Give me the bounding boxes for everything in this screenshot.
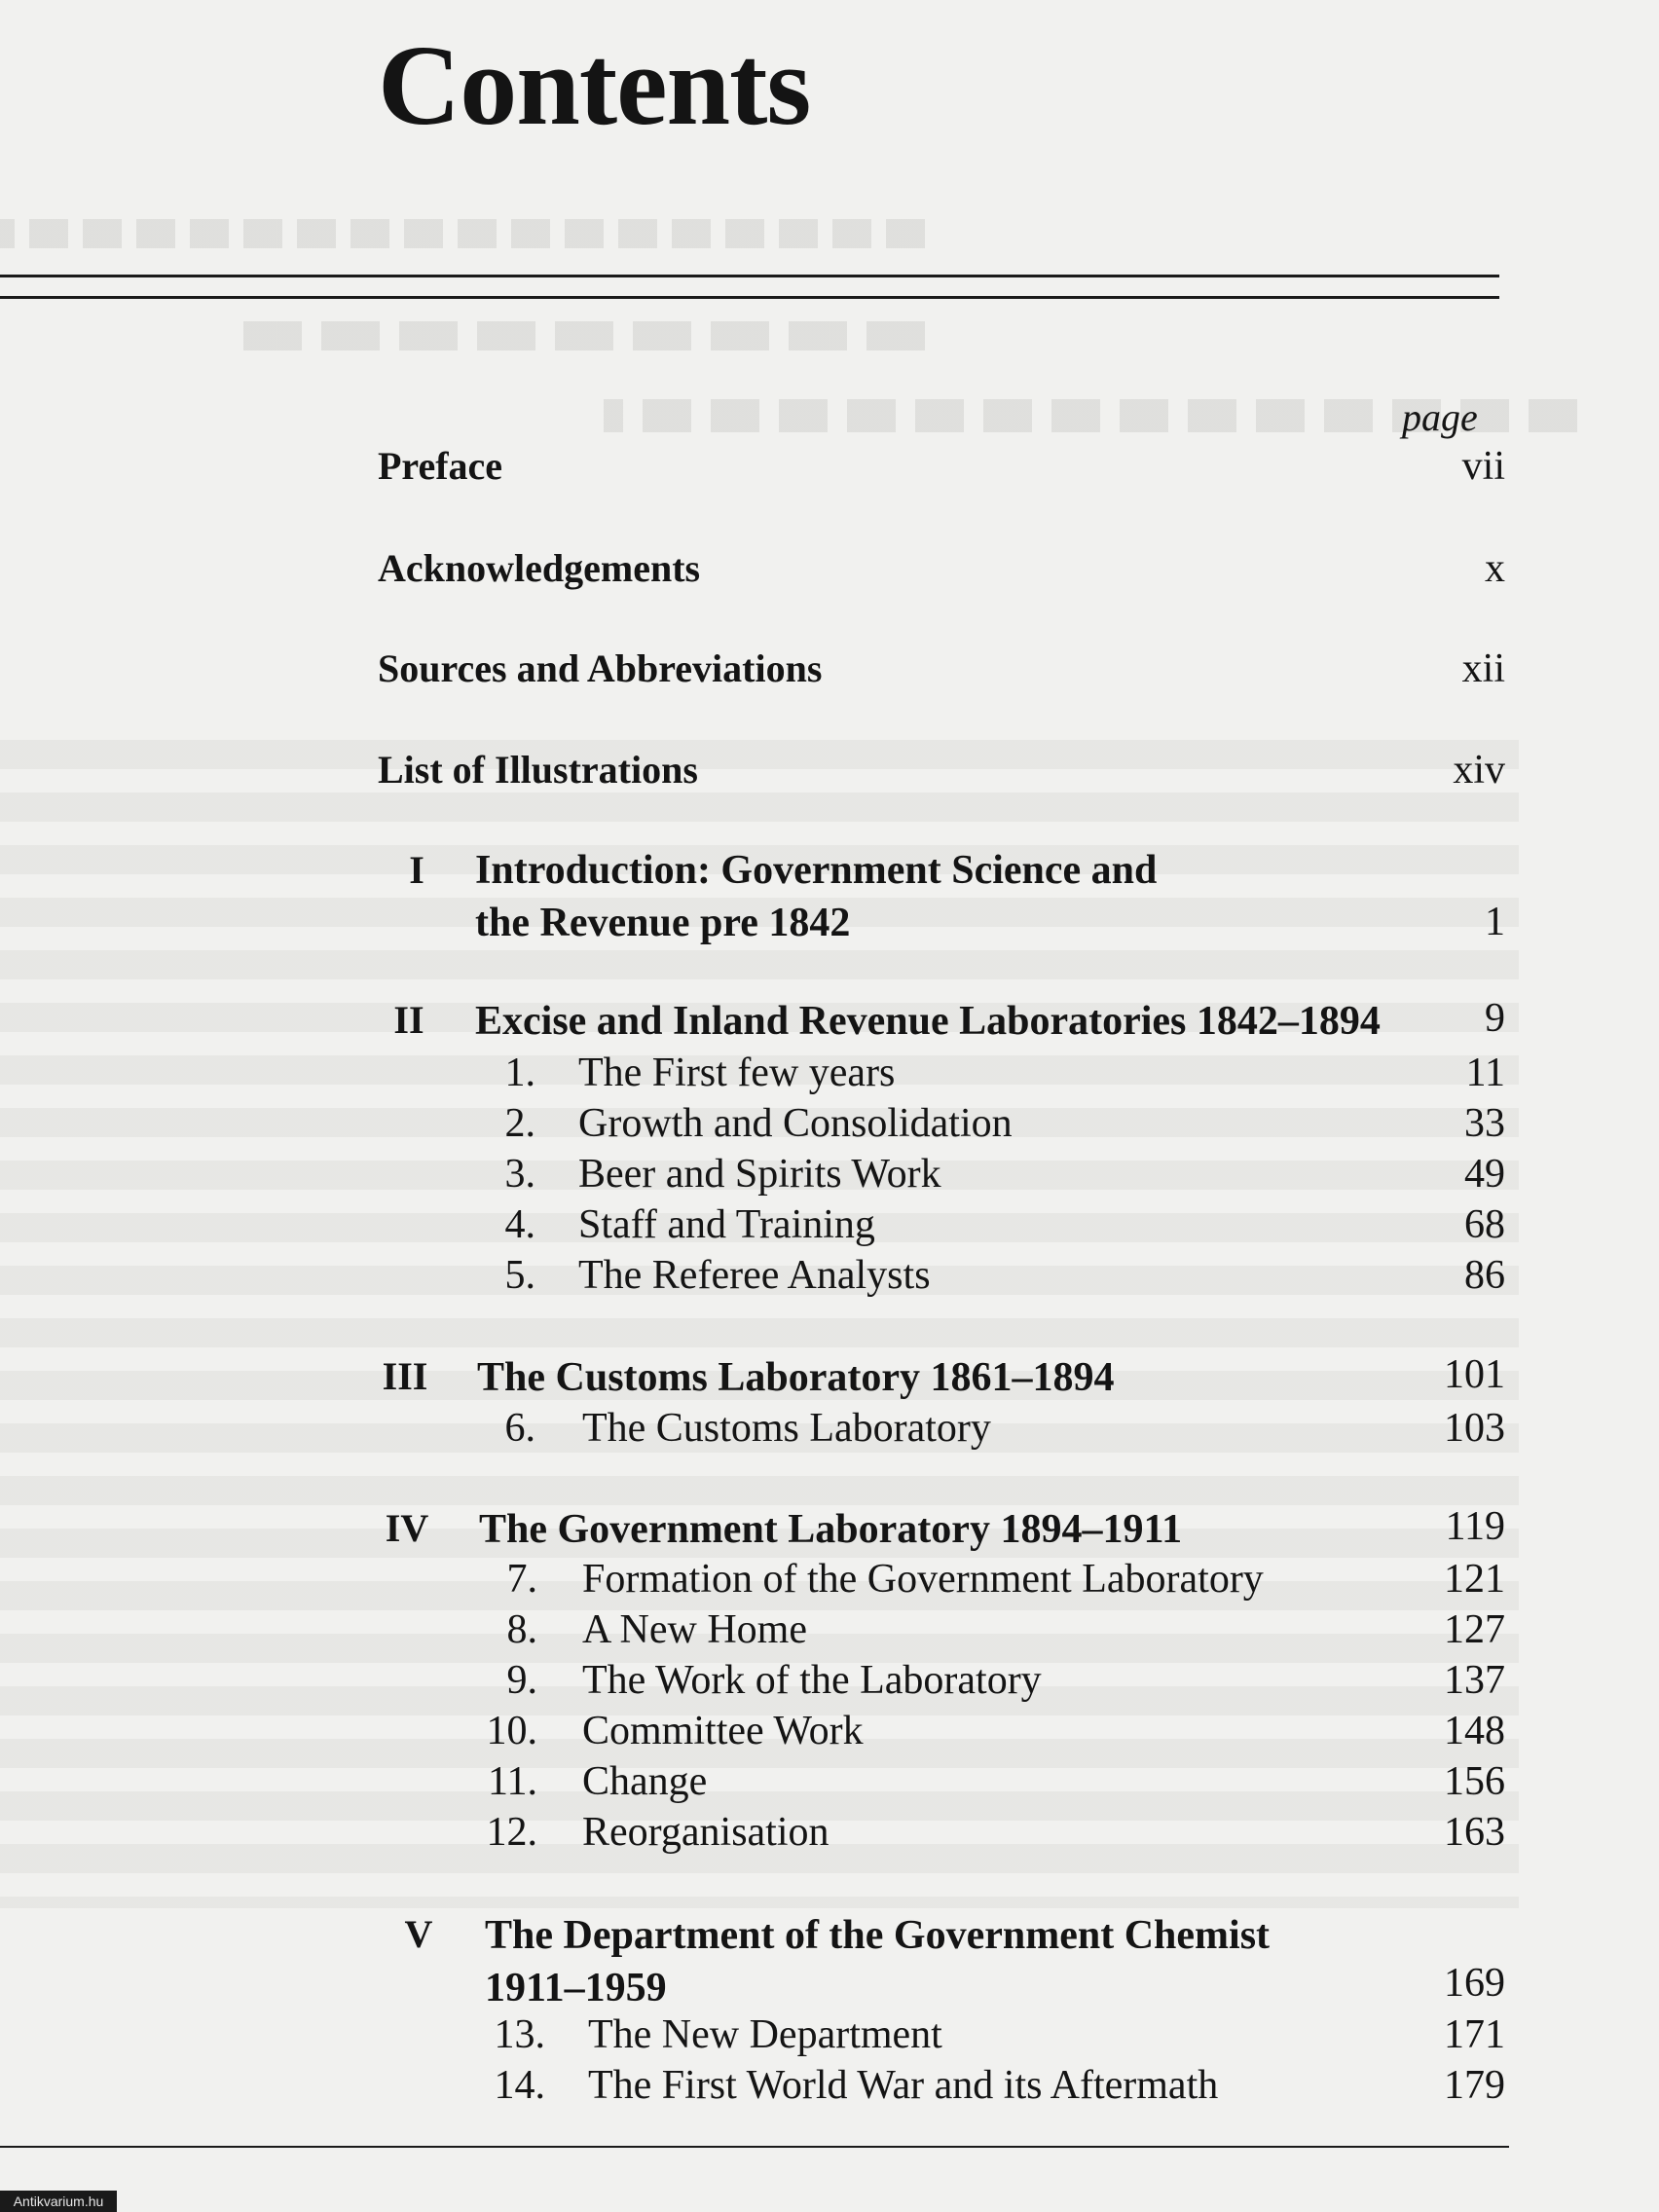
chapter-page: 68 (1464, 1202, 1505, 1247)
part-page: 1 (1485, 900, 1505, 944)
chapter-page: 163 (1444, 1810, 1505, 1855)
part-title-line: Excise and Inland Revenue Laboratories 1842–1894 (475, 999, 1381, 1044)
chapter-page: 86 (1464, 1253, 1505, 1298)
front-matter-page: x (1485, 546, 1505, 591)
chapter-title: Change (582, 1759, 708, 1804)
chapter-page: 156 (1444, 1759, 1505, 1804)
chapter-title: Reorganisation (582, 1810, 830, 1855)
chapter-number: 4. (504, 1202, 535, 1247)
part-page: 101 (1444, 1352, 1505, 1397)
part-numeral: I (409, 848, 424, 892)
chapter-title: A New Home (582, 1607, 807, 1652)
part-title-line: The Government Laboratory 1894–1911 (479, 1507, 1183, 1552)
top-rule-2 (0, 296, 1499, 299)
chapter-page: 127 (1444, 1607, 1505, 1652)
chapter-number: 14. (494, 2063, 545, 2108)
part-page: 119 (1445, 1504, 1505, 1549)
chapter-number: 5. (504, 1253, 535, 1298)
chapter-title: The Referee Analysts (578, 1253, 931, 1298)
chapter-number: 3. (504, 1152, 535, 1197)
chapter-number: 1. (504, 1051, 535, 1095)
chapter-title: Staff and Training (578, 1202, 875, 1247)
front-matter-label: Preface (378, 444, 503, 488)
part-numeral: III (382, 1354, 428, 1398)
chapter-title: The First World War and its Aftermath (588, 2063, 1219, 2108)
show-through-text (0, 219, 925, 248)
top-rule-1 (0, 275, 1499, 277)
chapter-page: 148 (1444, 1709, 1505, 1753)
part-title-line: 1911–1959 (485, 1966, 667, 2010)
chapter-title: The First few years (578, 1051, 896, 1095)
chapter-number: 8. (506, 1607, 537, 1652)
chapter-page: 171 (1444, 2012, 1505, 2057)
chapter-number: 12. (486, 1810, 537, 1855)
chapter-number: 9. (506, 1658, 537, 1703)
chapter-title: Formation of the Government Laboratory (582, 1557, 1264, 1602)
part-title-line: The Customs Laboratory 1861–1894 (477, 1355, 1115, 1400)
chapter-title: Growth and Consolidation (578, 1101, 1013, 1146)
part-numeral: II (393, 998, 424, 1042)
part-title-line: the Revenue pre 1842 (475, 901, 851, 945)
front-matter-page: xiv (1453, 748, 1505, 793)
chapter-page: 137 (1444, 1658, 1505, 1703)
chapter-page: 11 (1465, 1051, 1505, 1095)
page-title: Contents (378, 21, 811, 149)
chapter-number: 11. (488, 1759, 537, 1804)
chapter-page: 33 (1464, 1101, 1505, 1146)
chapter-page: 103 (1444, 1406, 1505, 1451)
chapter-number: 10. (486, 1709, 537, 1753)
watermark-badge: Antikvarium.hu (0, 2191, 117, 2212)
part-page: 9 (1485, 996, 1505, 1041)
part-title-line: Introduction: Government Science and (475, 848, 1158, 893)
chapter-page: 121 (1444, 1557, 1505, 1602)
chapter-title: The Customs Laboratory (582, 1406, 991, 1451)
chapter-number: 13. (494, 2012, 545, 2057)
chapter-title: The Work of the Laboratory (582, 1658, 1042, 1703)
part-numeral: V (404, 1912, 433, 1956)
chapter-title: Committee Work (582, 1709, 864, 1753)
chapter-title: Beer and Spirits Work (578, 1152, 941, 1197)
part-numeral: IV (385, 1506, 429, 1550)
show-through-text (243, 321, 925, 350)
bottom-rule (0, 2146, 1509, 2148)
chapter-page: 49 (1464, 1152, 1505, 1197)
chapter-title: The New Department (588, 2012, 942, 2057)
chapter-number: 7. (506, 1557, 537, 1602)
chapter-page: 179 (1444, 2063, 1505, 2108)
front-matter-page: xii (1461, 646, 1505, 691)
front-matter-label: List of Illustrations (378, 748, 698, 792)
front-matter-label: Acknowledgements (378, 546, 701, 590)
part-title-line: The Department of the Government Chemist (485, 1913, 1271, 1958)
page-column-label: page (1402, 395, 1478, 439)
front-matter-page: vii (1461, 444, 1505, 489)
chapter-number: 2. (504, 1101, 535, 1146)
front-matter-label: Sources and Abbreviations (378, 646, 823, 690)
chapter-number: 6. (504, 1406, 535, 1451)
part-page: 169 (1444, 1961, 1505, 2006)
